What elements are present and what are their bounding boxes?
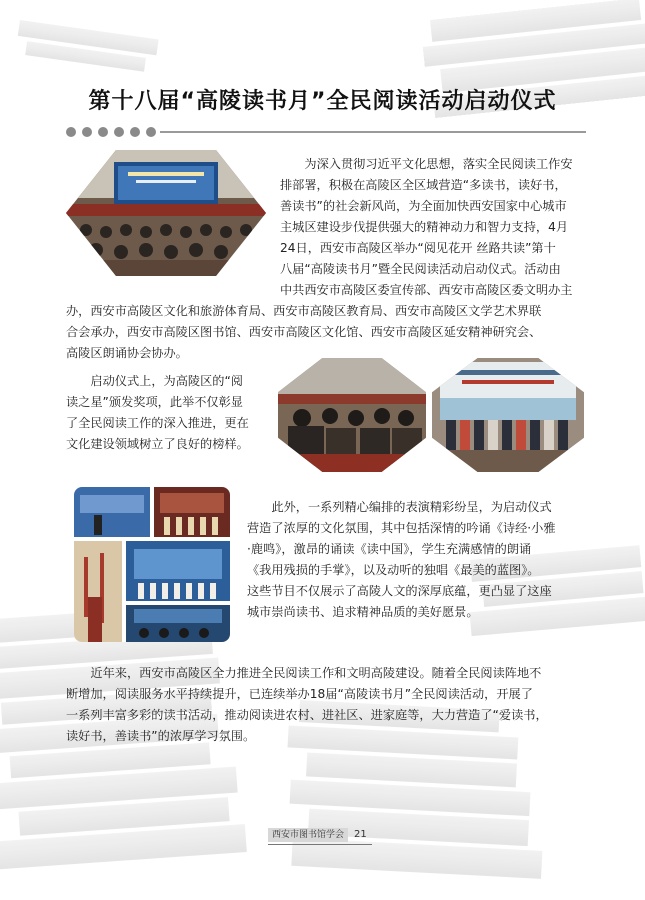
closing-paragraph: 近年来，西安市高陵区全力推进全民阅读工作和文明高陵建设。随着全民阅读阵地不 断增加，阅读服务水平持续提升，已连续举办18届“高陵读书月”全民阅读活动，开展了 一系列丰富多彩的读书活动，推动阅读进农村、进社区、进家庭等，大力营造了“爱读书， 读好书，善读书”的浓厚学习氛围。 [66,666,548,743]
award-paragraph: 启动仪式上，为高陵区的“阅 读之星”颁发奖项，此举不仅彰显 了全民阅读工作的深入推进，更在 文化建设领域树立了良好的榜样。 [66,374,249,451]
title-divider [66,126,586,138]
page-title: 第十八届“高陵读书月”全民阅读活动启动仪式 [88,89,557,114]
footer-rule [268,844,372,845]
page-number: 21 [354,829,367,840]
footer-society-name: 西安市图书馆学会 [268,828,348,842]
photo-audience [278,358,426,472]
page-footer [268,828,367,842]
intro-paragraph-right: 为深入贯彻习近平文化思想，落实全民阅读工作安 排部署，积极在高陵区全区域营造“多读书，读好书， 善读书”的社会新风尚，为全面加快西安国家中心城市 主城区建设步伐提供强大的精神动力和智力支持，4月 24日，西安市高陵区举办“阅见花开 丝路共读”第十 八届“高陵读书月”暨全民阅读活动启动仪式。活动由 中共西安市高陵区委宣传部、西安市高陵区委文明办主 [280,157,573,297]
performance-paragraph: 此外，一系列精心编排的表演精彩纷呈，为启动仪式 营造了浓厚的文化氛围，其中包括深情的吟诵《诗经·小雅 ·鹿鸣》，激昂的诵读《读中国》，学生充满感情的朗诵 《我用残损的手掌》，以及动听的独唱《最美的蓝图》。 这些节目不仅展示了高陵人文的深厚底蕴，更凸显了这座 城市崇尚读书、追求精神品质的美好愿景。 [247,500,556,619]
intro-paragraph-full: 办，西安市高陵区文化和旅游体育局、西安市高陵区教育局、西安市高陵区文学艺术界联 合会承办，西安市高陵区图书馆、西安市高陵区文化馆、西安市高陵区延安精神研究会、 高陵区朗诵协会协办。 [66,304,542,360]
photo-performance-collage [74,487,230,642]
